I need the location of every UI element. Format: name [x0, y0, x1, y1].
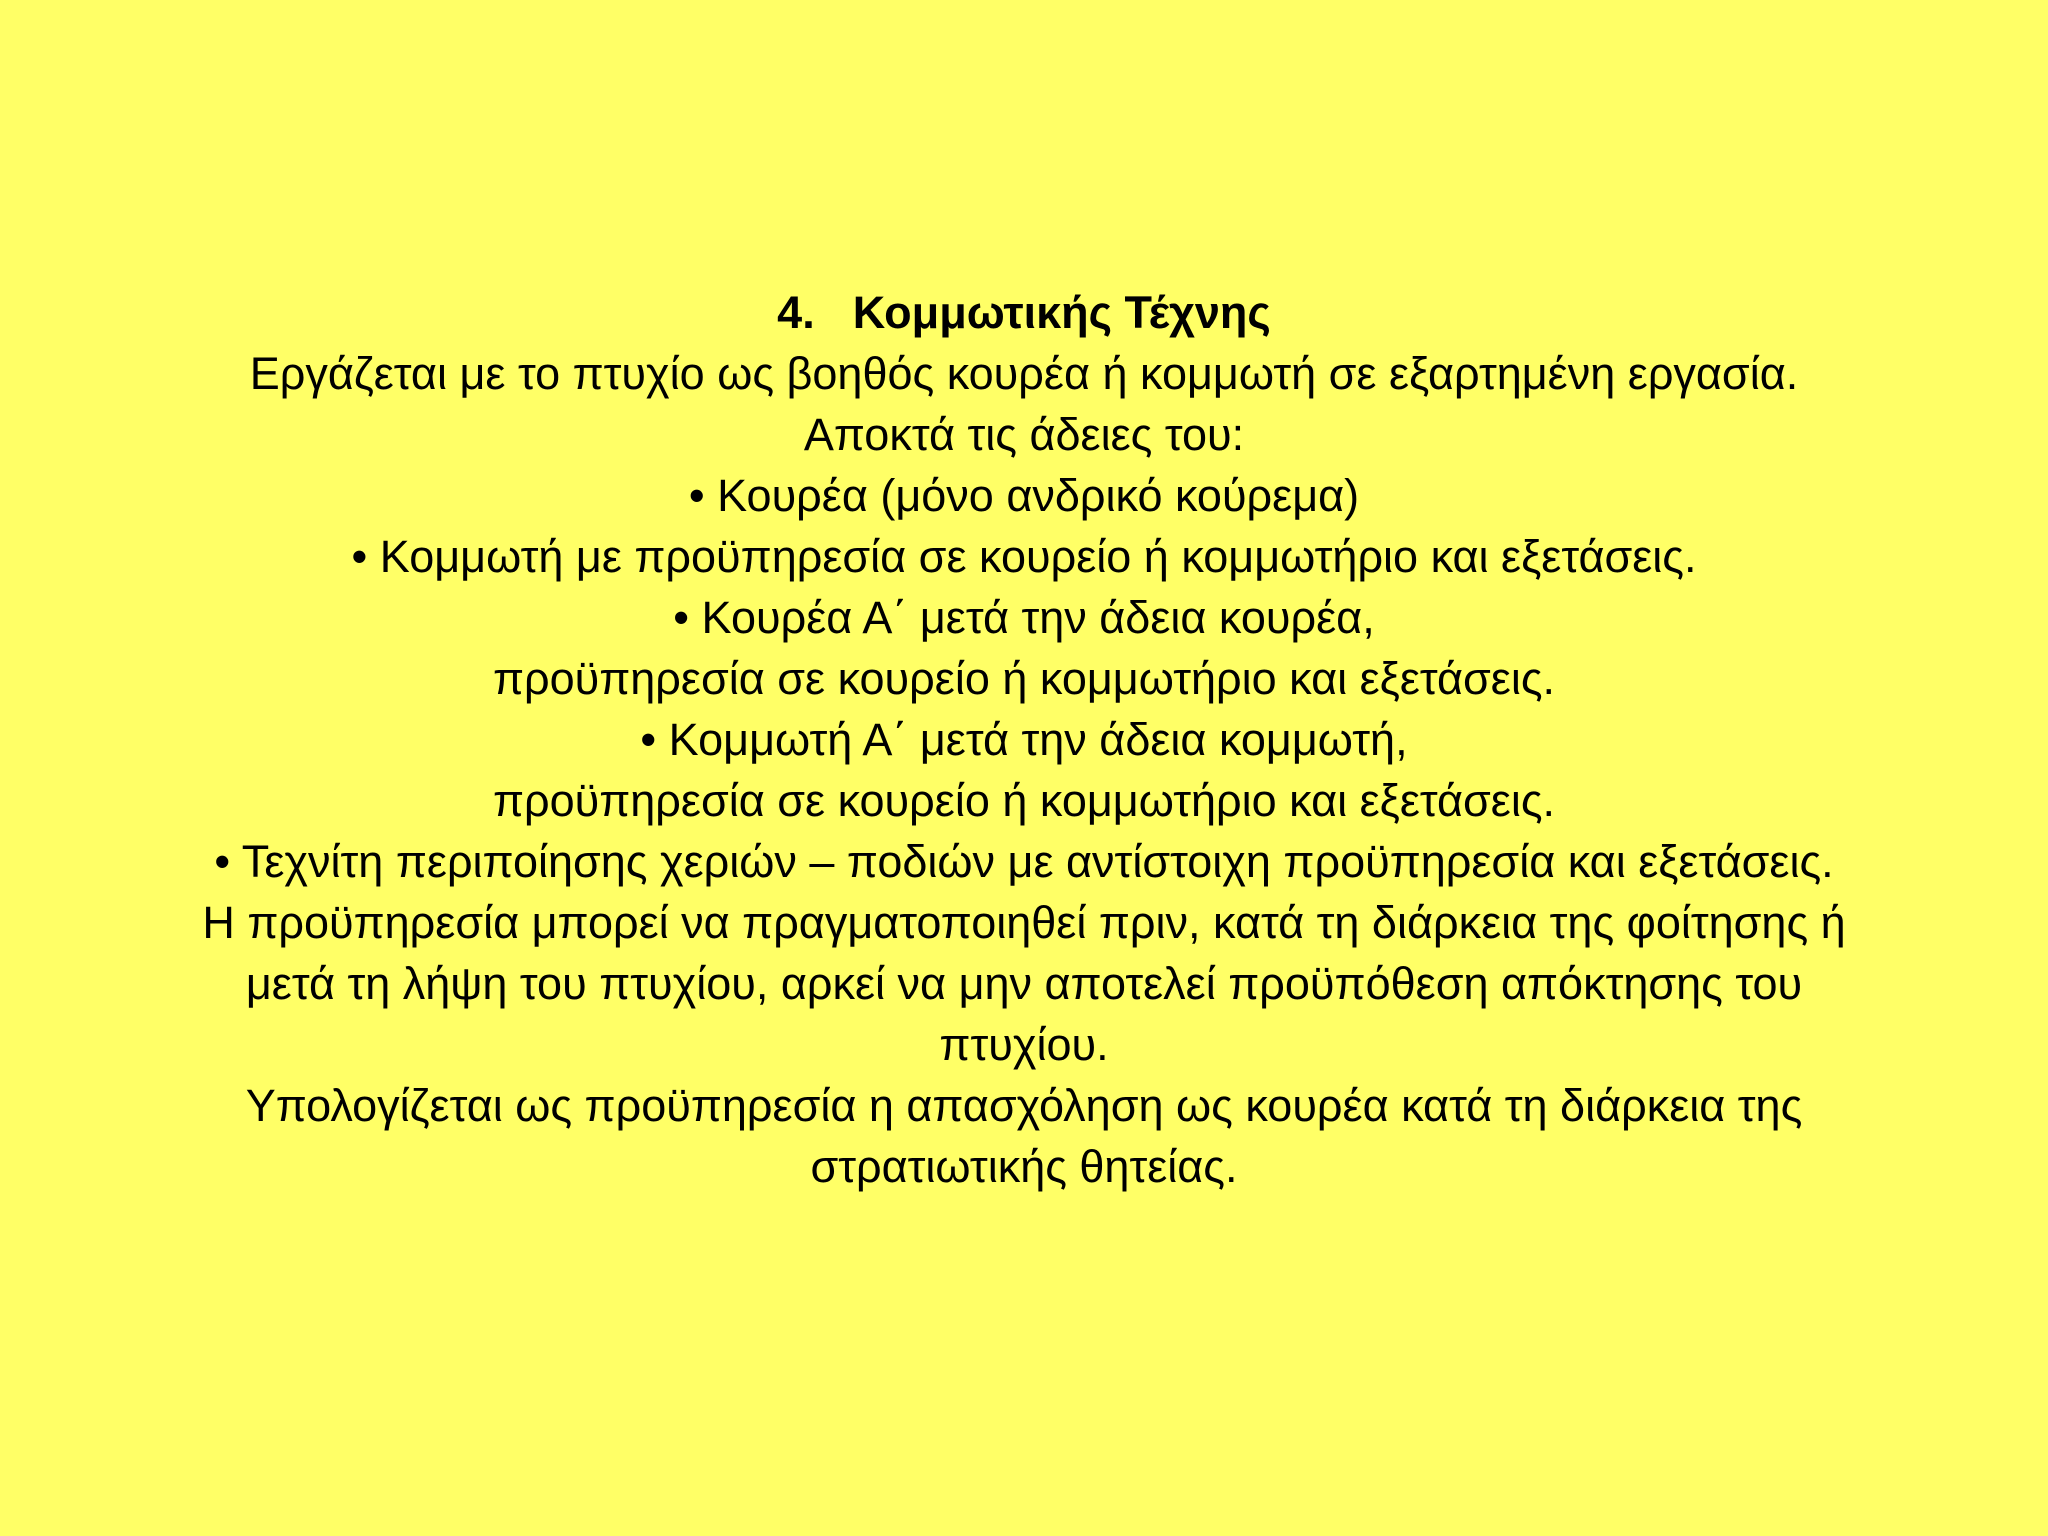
licenses-intro: Αποκτά τις άδειες του: — [803, 409, 1245, 460]
heading-title: Κομμωτικής Τέχνης — [852, 287, 1271, 338]
note-military-line-2: στρατιωτικής θητείας. — [810, 1141, 1238, 1192]
bullet-manicure-pedicure: • Τεχνίτη περιποίησης χεριών – ποδιών με αντίστοιχη προϋπηρεσία και εξετάσεις. — [214, 836, 1834, 887]
bullet-barber: • Κουρέα (μόνο ανδρικό κούρεμα) — [688, 470, 1360, 521]
bullet-hairdresser: • Κομμωτή με προϋπηρεσία σε κουρείο ή κομμωτήριο και εξετάσεις. — [351, 531, 1697, 582]
bullet-hairdresser-a-line-2: προϋπηρεσία σε κουρείο ή κομμωτήριο και εξετάσεις. — [492, 775, 1556, 826]
section-heading — [60, 282, 1988, 343]
bullet-barber-a-line-1: • Κουρέα Α΄ μετά την άδεια κουρέα, — [673, 592, 1375, 643]
bullet-barber-a-line-2: προϋπηρεσία σε κουρείο ή κομμωτήριο και εξετάσεις. — [492, 653, 1556, 704]
note-experience-line-2: μετά τη λήψη του πτυχίου, αρκεί να μην αποτελεί προϋπόθεση απόκτησης του — [245, 958, 1803, 1009]
note-experience-line-3: πτυχίου. — [939, 1019, 1109, 1070]
note-military-line-1: Υπολογίζεται ως προϋπηρεσία η απασχόληση ως κουρέα κατά τη διάρκεια της — [245, 1080, 1803, 1131]
intro-text: Εργάζεται με το πτυχίο ως βοηθός κουρέα ή κομμωτή σε εξαρτημένη εργασία. — [249, 348, 1799, 399]
slide-content — [60, 282, 1988, 1197]
bullet-hairdresser-a-line-1: • Κομμωτή Α΄ μετά την άδεια κομμωτή, — [640, 714, 1408, 765]
heading-number: 4. — [777, 287, 815, 338]
note-experience-line-1: Η προϋπηρεσία μπορεί να πραγματοποιηθεί πριν, κατά τη διάρκεια της φοίτησης ή — [202, 897, 1846, 948]
